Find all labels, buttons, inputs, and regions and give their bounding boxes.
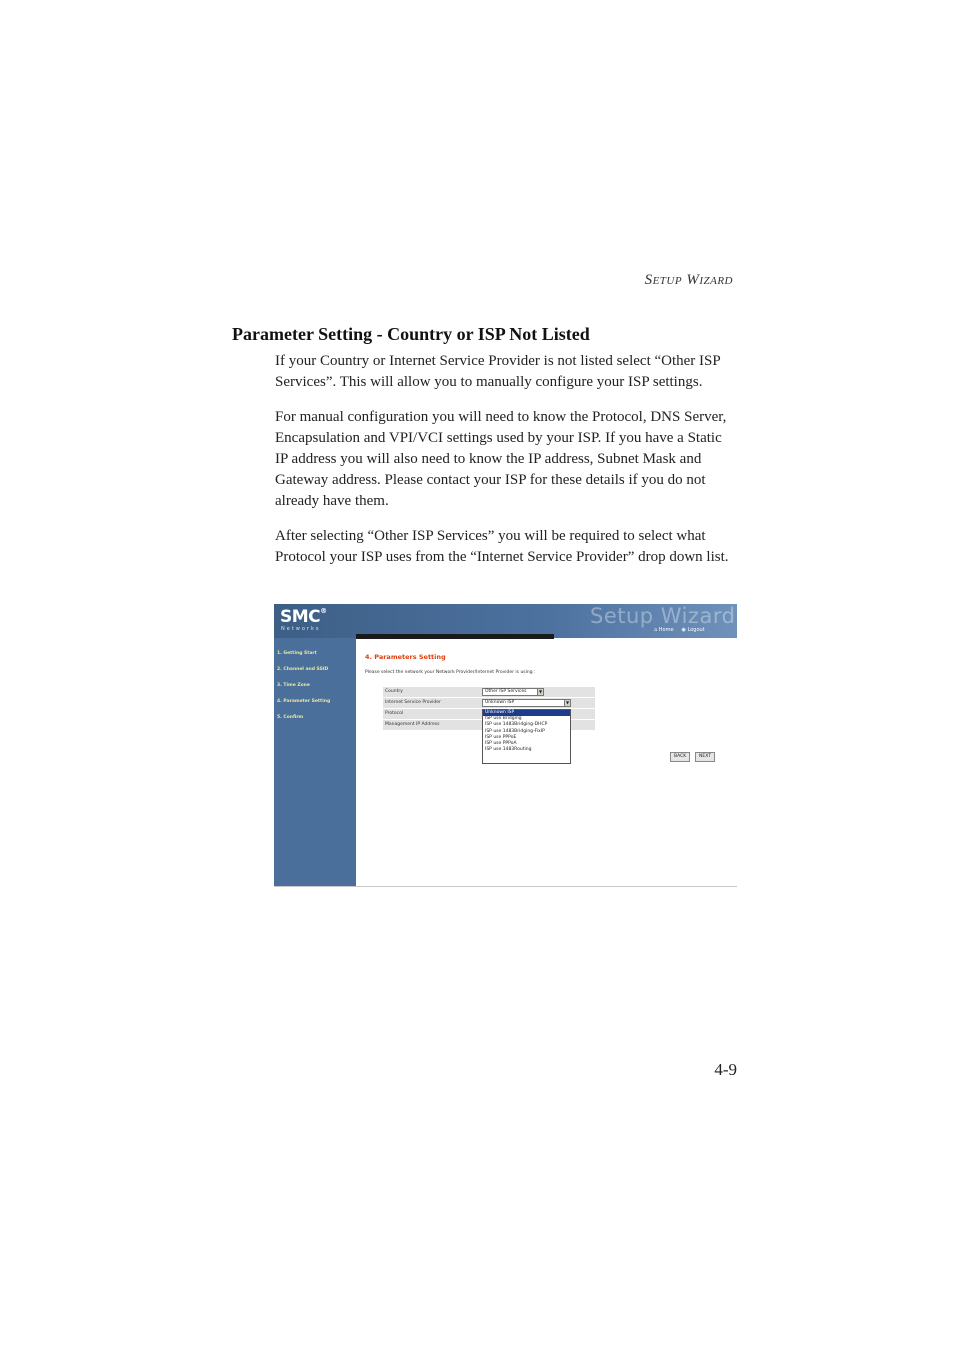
running-header: Setup Wizard <box>644 272 733 288</box>
isp-select[interactable]: Unknown ISP ▼ <box>482 699 571 707</box>
sidebar-item-getting-start[interactable]: 1. Getting Start <box>277 651 317 656</box>
dropdown-option[interactable]: ISP use 1483Bridging-DHCP <box>485 722 548 728</box>
section-title: Parameter Setting - Country or ISP Not Listed <box>232 324 590 344</box>
dropdown-option[interactable]: ISP use 1483Bridging-FixIP <box>485 728 545 734</box>
wizard-step-description: Please select the network your Network Provider/Internet Provider is using : <box>365 670 536 675</box>
sidebar-item-time-zone[interactable]: 3. Time Zone <box>277 683 310 688</box>
next-button[interactable]: NEXT <box>695 752 715 762</box>
wizard-step-title: 4. Parameters Setting <box>365 653 446 661</box>
isp-label: Internet Service Provider <box>385 700 441 705</box>
page-number: 4-9 <box>714 1060 737 1079</box>
chevron-down-icon: ▼ <box>538 689 543 694</box>
logout-icon: ◉ <box>681 627 686 633</box>
dropdown-option[interactable]: ISP use PPPoA <box>485 740 517 746</box>
smc-logo-subtitle: Networks <box>281 626 321 632</box>
protocol-label: Protocol <box>385 711 404 716</box>
sidebar-item-confirm[interactable]: 5. Confirm <box>277 715 304 720</box>
paragraph-2: For manual configuration you will need to know the Protocol, DNS Server, Encapsulation and VPI/VCI settings used by your ISP. If you have a Static IP address you will also need to know the IP address, Subnet Mask and Gateway address. Please contact your ISP for these details if you do not already have them. <box>275 409 727 509</box>
paragraph-1: If your Country or Internet Service Provider is not listed select “Other ISP Services”. This will allow you to manually configure your ISP settings. <box>275 353 721 390</box>
logout-link[interactable]: ◉ Logout <box>681 627 705 633</box>
isp-row <box>383 698 595 708</box>
country-label: Country <box>385 689 403 694</box>
country-row <box>383 687 595 697</box>
home-icon: ⌂ <box>654 627 658 633</box>
smc-logo: SMC® <box>280 607 327 627</box>
header-nav <box>654 627 705 633</box>
home-link[interactable]: ⌂ Home <box>654 627 674 633</box>
dropdown-option[interactable]: ISP use PPPoE <box>485 734 517 740</box>
chevron-down-icon: ▼ <box>565 700 570 705</box>
header-divider-bar <box>356 634 554 639</box>
dropdown-option[interactable]: ISP use 1483Routing <box>485 747 532 753</box>
management-ip-label: Management IP Address <box>385 722 440 727</box>
setup-wizard-screenshot <box>274 604 737 887</box>
wizard-title: Setup Wizard <box>590 604 736 628</box>
dropdown-option[interactable]: ISP use Bridging <box>485 716 522 722</box>
wizard-header <box>274 604 737 638</box>
back-button[interactable]: BACK <box>670 752 690 762</box>
sidebar-item-channel-ssid[interactable]: 2. Channel and SSID <box>277 667 329 672</box>
wizard-sidebar <box>274 638 356 887</box>
dropdown-option[interactable]: Unknown ISP <box>483 710 570 716</box>
country-select[interactable]: Other ISP Services ▼ <box>482 688 544 696</box>
sidebar-item-parameter-setting[interactable]: 4. Parameter Setting <box>277 699 331 704</box>
isp-dropdown-list[interactable] <box>482 709 571 764</box>
paragraph-3: After selecting “Other ISP Services” you will be required to select what Protocol your ISP uses from the “Internet Service Provider” drop down list. <box>275 528 729 565</box>
